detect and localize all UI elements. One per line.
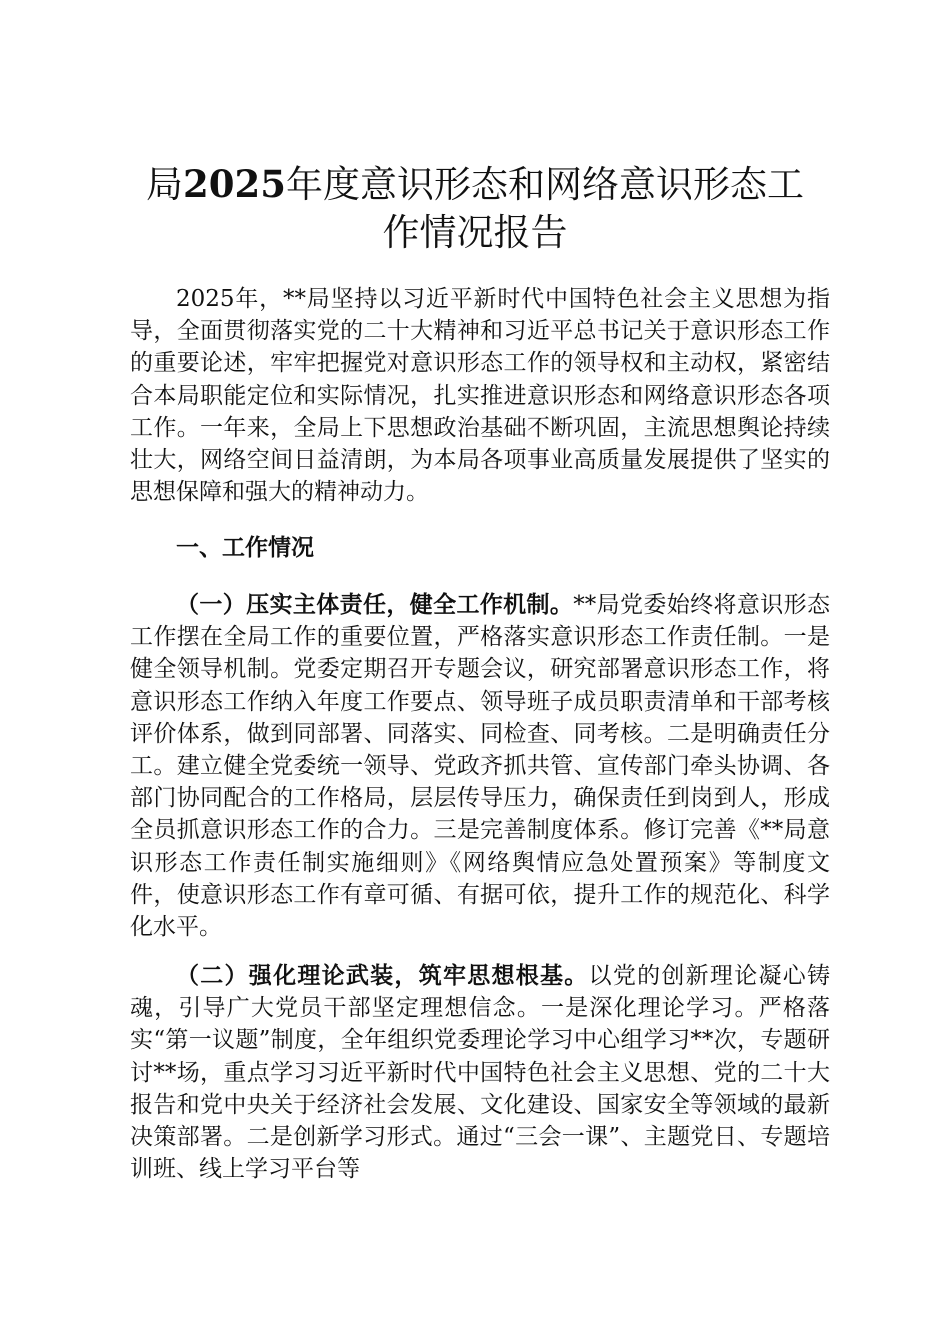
title-prefix: 局: [146, 163, 183, 206]
subsection-1-lead: （一）压实主体责任，健全工作机制。: [176, 591, 574, 618]
subsection-2-paragraph: [130, 960, 830, 1185]
subsection-1-paragraph: [130, 589, 830, 943]
subsection-2-lead: （二）强化理论武装，筑牢思想根基。: [176, 962, 589, 989]
intro-paragraph: 2025年，**局坚持以习近平新时代中国特色社会主义思想为指导，全面贯彻落实党的二十大精神和习近平总书记关于意识形态工作的重要论述，牢牢把握党对意识形态工作的领导权和主动权，紧密结合本局职能定位和实际情况，扎实推进意识形态和网络意识形态各项工作。一年来，全局上下思想政治基础不断巩固，主流思想舆论持续壮大，网络空间日益清朗，为本局各项事业高质量发展提供了坚实的思想保障和强大的精神动力。: [130, 286, 830, 506]
title-year: 2025: [183, 162, 286, 206]
subsection-2-body: 以党的创新理论凝心铸魂，引导广大党员干部坚定理想信念。一是深化理论学习。严格落实“第一议题”制度，全年组织党委理论学习中心组学习**次，专题研讨**场，重点学习习近平新时代中国特色社会主义思想、党的二十大报告和党中央关于经济社会发展、文化建设、国家安全等领域的最新决策部署。二是创新学习形式。通过“三会一课”、主题党日、专题培训班、线上学习平台等: [130, 963, 831, 1183]
title-rest: 年度意识形态和网络意识形态工作情况报告: [285, 163, 804, 254]
document-title: [128, 160, 822, 257]
section-heading-work-status: 一、工作情况: [176, 534, 314, 561]
subsection-1-body: **局党委始终将意识形态工作摆在全局工作的重要位置，严格落实意识形态工作责任制。一是健全领导机制。党委定期召开专题会议，研究部署意识形态工作，将意识形态工作纳入年度工作要点、领导班子成员职责清单和干部考核评价体系，做到同部署、同落实、同检查、同考核。二是明确责任分工。建立健全党委统一领导、党政齐抓共管、宣传部门牵头协调、各部门协同配合的工作格局，层层传导压力，确保责任到岗到人，形成全员抓意识形态工作的合力。三是完善制度体系。修订完善《**局意识形态工作责任制实施细则》《网络舆情应急处置预案》等制度文件，使意识形态工作有章可循、有据可依，提升工作的规范化、科学化水平。: [130, 592, 831, 941]
